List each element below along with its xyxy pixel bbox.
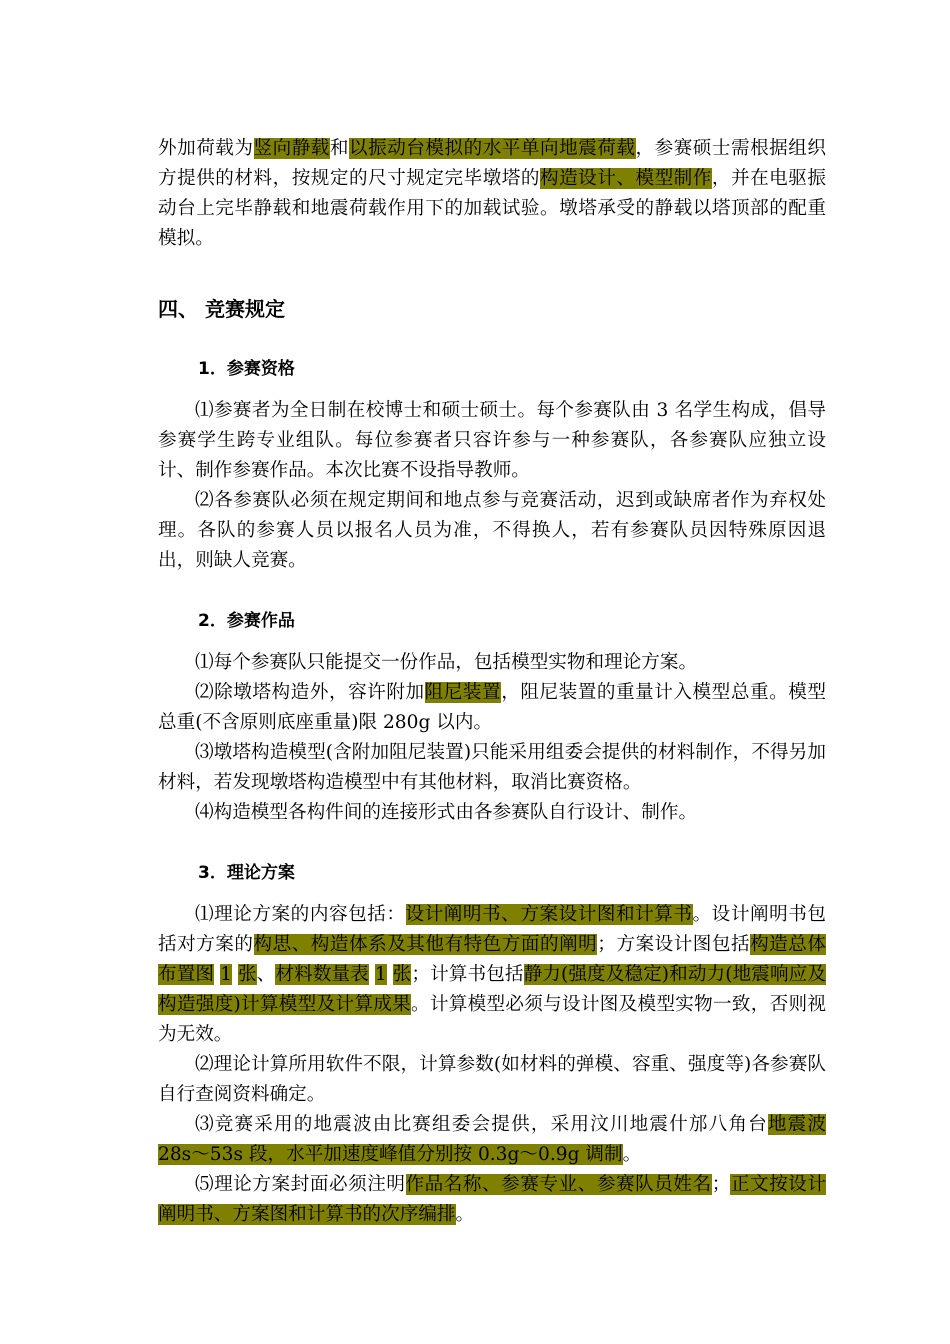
entries-paragraph-4 xyxy=(158,798,826,828)
highlighted-text: 构造总体布置图 xyxy=(158,934,826,985)
highlighted-text: 张 xyxy=(237,964,257,985)
text-run: ⑸理论方案封面必须注明 xyxy=(195,1174,406,1195)
entries-paragraph-2 xyxy=(158,678,826,738)
text-run: ⑶竞赛采用的地震波由比赛组委会提供，采用汶川地震什邡八角台 xyxy=(195,1114,768,1135)
highlighted-text: 1 xyxy=(374,964,387,985)
theory-paragraph-3 xyxy=(158,1110,826,1170)
text-run: ；方案设计图包括 xyxy=(597,934,751,955)
entries-paragraph-1 xyxy=(158,648,826,678)
highlighted-text: 竖向静载 xyxy=(253,138,330,159)
theory-paragraph-2 xyxy=(158,1050,826,1110)
highlighted-text: 地震波 28s～53s 段，水平加速度峰值分别按 0.3g～0.9g 调制 xyxy=(158,1114,826,1165)
text-run: 。设计阐明书包括对方案的 xyxy=(158,904,826,955)
highlighted-text: 构思、构造体系及其他有特色方面的阐明 xyxy=(253,934,598,955)
highlighted-text: 构造设计、模型制作 xyxy=(539,168,712,189)
entries-paragraph-3 xyxy=(158,738,826,798)
section-title: 四、 竞赛规定 xyxy=(158,297,285,321)
text-run: 。计算模型必须与设计图及模型实物一致，否则视为无效。 xyxy=(158,994,826,1045)
text-run: ，阻尼装置的重量计入模型总重。模型总重(不含原则底座重量)限 280g 以内。 xyxy=(158,682,826,733)
text-run: ； xyxy=(711,1174,731,1195)
highlighted-text: 设计阐明书、方案设计图和计算书 xyxy=(405,904,693,925)
highlighted-text: 1 xyxy=(220,964,232,985)
highlighted-text: 静力(强度及稳定)和动力(地震响应及构造强度)计算模型及计算成果 xyxy=(158,964,826,1015)
document-page xyxy=(158,134,826,1230)
highlighted-text: 以振动台模拟的水平单向地震荷载 xyxy=(349,138,636,159)
highlighted-text: 正文按设计阐明书、方案图和计算书的次序编排 xyxy=(158,1174,826,1225)
text-run: ⑴理论方案的内容包括： xyxy=(195,904,406,925)
eligibility-paragraph-2 xyxy=(158,486,826,576)
highlighted-text: 材料数量表 xyxy=(275,964,369,985)
eligibility-paragraph-1 xyxy=(158,396,826,486)
highlighted-text: 张 xyxy=(392,964,412,985)
text-run: 外加荷载为 xyxy=(158,138,254,159)
text-run: ⑵理论计算所用软件不限，计算参数(如材料的弹模、容重、强度等)各参赛队自行查阅资料确定。 xyxy=(158,1054,826,1105)
highlighted-text: 作品名称、参赛专业、参赛队员姓名 xyxy=(405,1174,712,1195)
text-run: ⑵除墩塔构造外，容许附加 xyxy=(195,682,425,703)
subsection-title-eligibility: 1．参赛资格 xyxy=(198,359,295,379)
text-run: 、 xyxy=(256,964,276,985)
text-run: ⑵各参赛队必须在规定期间和地点参与竞赛活动，迟到或缺席者作为弃权处理。各队的参赛人员以报名人员为准，不得换人，若有参赛队员因特殊原因退出，则缺人竞赛。 xyxy=(158,490,826,571)
subsection-title-entries: 2．参赛作品 xyxy=(198,611,295,631)
text-run xyxy=(387,964,393,985)
text-run: ⑴每个参赛队只能提交一份作品，包括模型实物和理论方案。 xyxy=(195,652,698,673)
text-run: 。 xyxy=(622,1144,642,1165)
intro-paragraph xyxy=(158,134,826,254)
text-run xyxy=(369,964,375,985)
highlighted-text: 阻尼装置 xyxy=(424,682,502,703)
theory-paragraph-1 xyxy=(158,900,826,1050)
text-run: 。 xyxy=(455,1204,475,1225)
subsection-title-theory: 3．理论方案 xyxy=(198,863,295,883)
text-run: ⑷构造模型各构件间的连接形式由各参赛队自行设计、制作。 xyxy=(195,802,698,823)
text-run: ⑶墩塔构造模型(含附加阻尼装置)只能采用组委会提供的材料制作，不得另加材料，若发现墩塔构造模型中有其他材料，取消比赛资格。 xyxy=(158,742,826,793)
text-run: ⑴参赛者为全日制在校博士和硕士硕士。每个参赛队由 3 名学生构成，倡导参赛学生跨专业组队。每位参赛者只容许参与一种参赛队，各参赛队应独立设计、制作参赛作品。本次比赛不设指导教师。 xyxy=(158,400,826,481)
text-run: ；计算书包括 xyxy=(411,964,524,985)
theory-paragraph-4 xyxy=(158,1170,826,1230)
text-run: ，并在电驱振动台上完毕静载和地震荷载作用下的加载试验。墩塔承受的静载以塔顶部的配重模拟。 xyxy=(158,168,826,249)
text-run: ，参赛硕士需根据组织方提供的材料，按规定的尺寸规定完毕墩塔的 xyxy=(158,138,826,189)
text-run: 和 xyxy=(329,138,350,159)
